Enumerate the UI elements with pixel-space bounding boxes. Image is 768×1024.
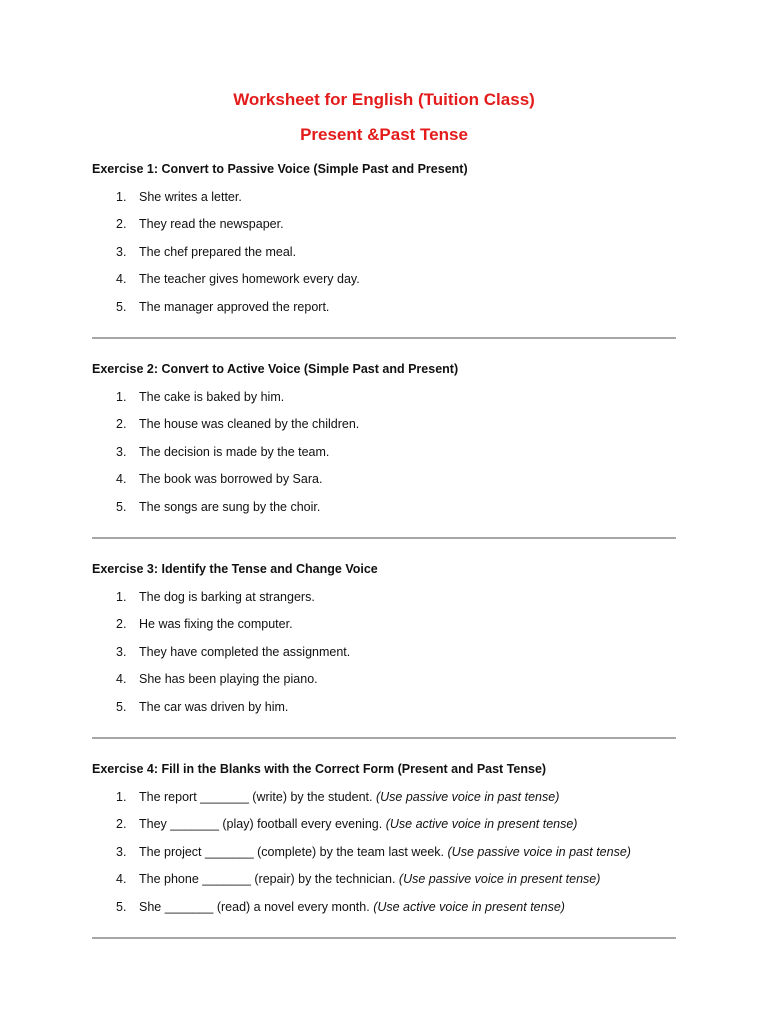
item-text: The cake is baked by him.: [139, 389, 285, 404]
item-text: The dog is barking at strangers.: [139, 589, 315, 604]
list-item: [92, 244, 676, 260]
section-divider: [92, 737, 676, 739]
item-text: They read the newspaper.: [139, 217, 284, 232]
list-item: [92, 416, 676, 432]
list-item: [92, 189, 676, 205]
item-number: 3.: [116, 244, 127, 259]
item-text: They _______ (play) football every evening.: [139, 817, 383, 832]
list-item: [92, 844, 676, 860]
list-item: [92, 871, 676, 887]
item-text: The report _______ (write) by the student.: [139, 789, 373, 804]
item-number: 3.: [116, 444, 127, 459]
item-number: 1.: [116, 389, 127, 404]
exercise-heading: Exercise 3: Identify the Tense and Change Voice: [92, 561, 378, 576]
list-item: [92, 444, 676, 460]
item-text: The project _______ (complete) by the team last week.: [139, 844, 445, 859]
item-text: The songs are sung by the choir.: [139, 499, 321, 514]
item-number: 5.: [116, 899, 127, 914]
list-item: [92, 589, 676, 605]
item-number: 2.: [116, 417, 127, 432]
item-hint: (Use passive voice in past tense): [447, 844, 631, 859]
item-number: 4.: [116, 672, 127, 687]
list-item: [92, 271, 676, 287]
item-text: She _______ (read) a novel every month.: [139, 899, 370, 914]
worksheet-title: Worksheet for English (Tuition Class): [233, 90, 535, 109]
exercise-heading: Exercise 4: Fill in the Blanks with the Correct Form (Present and Past Tense): [92, 761, 547, 776]
item-text: She writes a letter.: [139, 189, 242, 204]
worksheet-subtitle: Present &Past Tense: [300, 125, 468, 144]
item-text: They have completed the assignment.: [139, 644, 351, 659]
list-item: [92, 699, 676, 715]
item-number: 4.: [116, 872, 127, 887]
section-divider: [92, 337, 676, 339]
exercise-3: [92, 561, 676, 715]
item-number: 2.: [116, 817, 127, 832]
list-item: [92, 216, 676, 232]
exercise-1: [92, 161, 676, 315]
exercise-list: [92, 589, 676, 715]
list-item: [92, 389, 676, 405]
item-hint: (Use active voice in present tense): [385, 817, 578, 832]
exercise-heading: Exercise 2: Convert to Active Voice (Simple Past and Present): [92, 361, 459, 376]
section-divider: [92, 537, 676, 539]
item-text: The car was driven by him.: [139, 699, 289, 714]
list-item: [92, 299, 676, 315]
list-item: [92, 616, 676, 632]
item-number: 1.: [116, 189, 127, 204]
exercise-list: [92, 389, 676, 515]
item-number: 3.: [116, 644, 127, 659]
list-item: [92, 644, 676, 660]
list-item: [92, 816, 676, 832]
item-hint: (Use passive voice in present tense): [398, 872, 601, 887]
item-hint: (Use active voice in present tense): [373, 899, 565, 914]
item-text: The house was cleaned by the children.: [139, 417, 360, 432]
item-text: The phone _______ (repair) by the technician.: [139, 872, 396, 887]
item-number: 3.: [116, 844, 127, 859]
list-item: [92, 899, 676, 915]
item-text: The teacher gives homework every day.: [139, 272, 360, 287]
item-text: The book was borrowed by Sara.: [139, 472, 323, 487]
exercise-4: [92, 761, 676, 915]
item-number: 2.: [116, 217, 127, 232]
list-item: [92, 471, 676, 487]
item-number: 1.: [116, 789, 127, 804]
item-text: The decision is made by the team.: [139, 444, 330, 459]
list-item: [92, 789, 676, 805]
item-number: 5.: [116, 299, 127, 314]
item-text: The manager approved the report.: [139, 299, 330, 314]
exercise-2: [92, 361, 676, 515]
item-number: 5.: [116, 499, 127, 514]
list-item: [92, 671, 676, 687]
item-number: 4.: [116, 272, 127, 287]
item-number: 4.: [116, 472, 127, 487]
section-divider: [92, 937, 676, 939]
list-item: [92, 499, 676, 515]
exercise-heading: Exercise 1: Convert to Passive Voice (Simple Past and Present): [92, 162, 468, 176]
item-number: 5.: [116, 699, 127, 714]
item-text: She has been playing the piano.: [139, 672, 318, 687]
item-text: The chef prepared the meal.: [139, 244, 297, 259]
item-hint: (Use passive voice in past tense): [375, 789, 560, 804]
item-text: He was fixing the computer.: [139, 617, 293, 632]
exercise-list: [92, 789, 676, 915]
item-number: 2.: [116, 617, 127, 632]
exercise-list: [92, 189, 676, 315]
item-number: 1.: [116, 589, 127, 604]
